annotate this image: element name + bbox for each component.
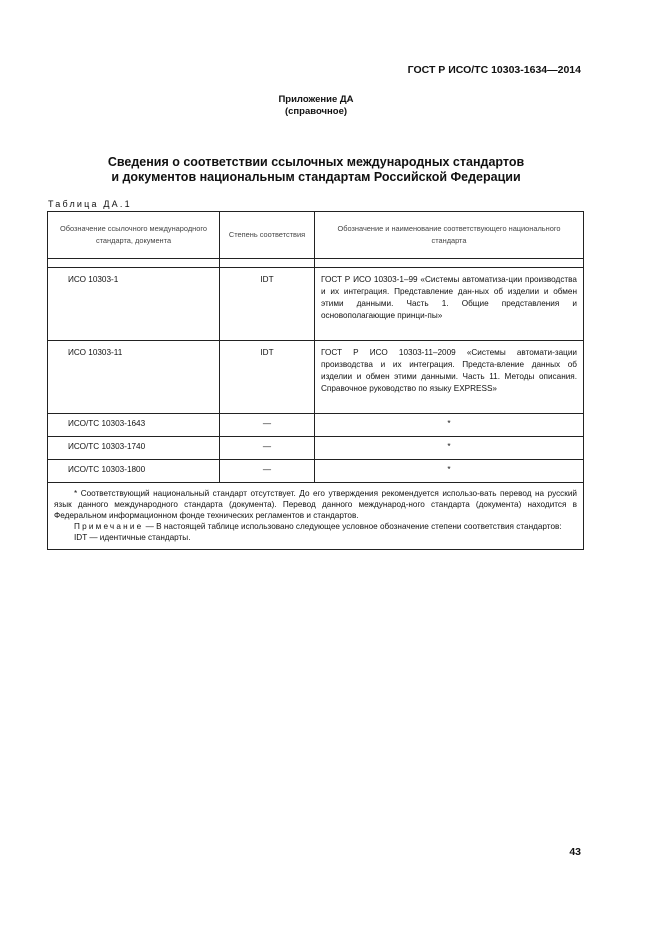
table-row (48, 460, 584, 483)
reference-cell: ИСО/ТС 10303-1800 (48, 460, 220, 483)
document-title-line-2: и документов национальным стандартам Российской Федерации (111, 170, 521, 184)
national-standard-cell: * (315, 437, 584, 460)
note-paragraph (54, 521, 577, 532)
appendix-heading (0, 94, 632, 118)
degree-cell: IDT (220, 341, 315, 414)
reference-cell: ИСО/ТС 10303-1740 (48, 437, 220, 460)
national-standard-cell: ГОСТ Р ИСО 10303-11–2009 «Системы автомати-зации производства и их интеграция. Предста-вление данных об изделии и обмен этими данными. Часть 11. Методы описания. Справочное руководство по языку EXPRESS» (315, 341, 584, 414)
table-header-row (48, 212, 584, 259)
table-notes (48, 483, 584, 550)
national-standard-cell: * (315, 460, 584, 483)
abbreviation-text: IDT — идентичные стандарты. (74, 533, 191, 542)
table-spacer-row (48, 259, 584, 268)
degree-cell: IDT (220, 268, 315, 341)
national-standard-cell: * (315, 414, 584, 437)
column-header-national: Обозначение и наименование соответствующего национального стандарта (315, 212, 584, 259)
column-header-reference: Обозначение ссылочного международного стандарта, документа (48, 212, 220, 259)
reference-cell: ИСО/ТС 10303-1643 (48, 414, 220, 437)
correspondence-table (47, 211, 584, 550)
footnote-text: * Соответствующий национальный стандарт отсутствует. До его утверждения рекомендуется использо-вать перевод на русский язык данного международного стандарта (документа). Перевод данного международ-ного стандарта (документа) находится в Федеральном информационном фонде технических регламентов и стандартов. (54, 489, 577, 520)
table-caption: Таблица ДА.1 (48, 199, 132, 209)
table-row (48, 414, 584, 437)
appendix-subtitle: (справочное) (284, 106, 348, 117)
note-text: — В настоящей таблице использовано следующее условное обозначение степени соответствия стандартов: (143, 522, 562, 531)
reference-cell: ИСО 10303-11 (48, 341, 220, 414)
reference-cell: ИСО 10303-1 (48, 268, 220, 341)
column-header-degree: Степень соответствия (220, 212, 315, 259)
document-title (0, 155, 632, 185)
page-number: 43 (569, 846, 581, 858)
degree-cell: — (220, 437, 315, 460)
degree-cell: — (220, 414, 315, 437)
degree-cell: — (220, 460, 315, 483)
appendix-title: Приложение ДА (278, 94, 354, 105)
table-row (48, 437, 584, 460)
table-row (48, 341, 584, 414)
national-standard-cell: ГОСТ Р ИСО 10303-1–99 «Системы автоматиза-ции производства и их интеграция. Представление дан-ных об изделии и обмен этими данными. Часть 1. Общие представления и основополагающие принци-пы» (315, 268, 584, 341)
table-notes-row (48, 483, 584, 550)
table-row (48, 268, 584, 341)
note-label: Примечание (74, 522, 144, 531)
document-title-line-1: Сведения о соответствии ссылочных международных стандартов (107, 155, 525, 169)
document-header: ГОСТ Р ИСО/ТС 10303-1634—2014 (407, 64, 581, 76)
